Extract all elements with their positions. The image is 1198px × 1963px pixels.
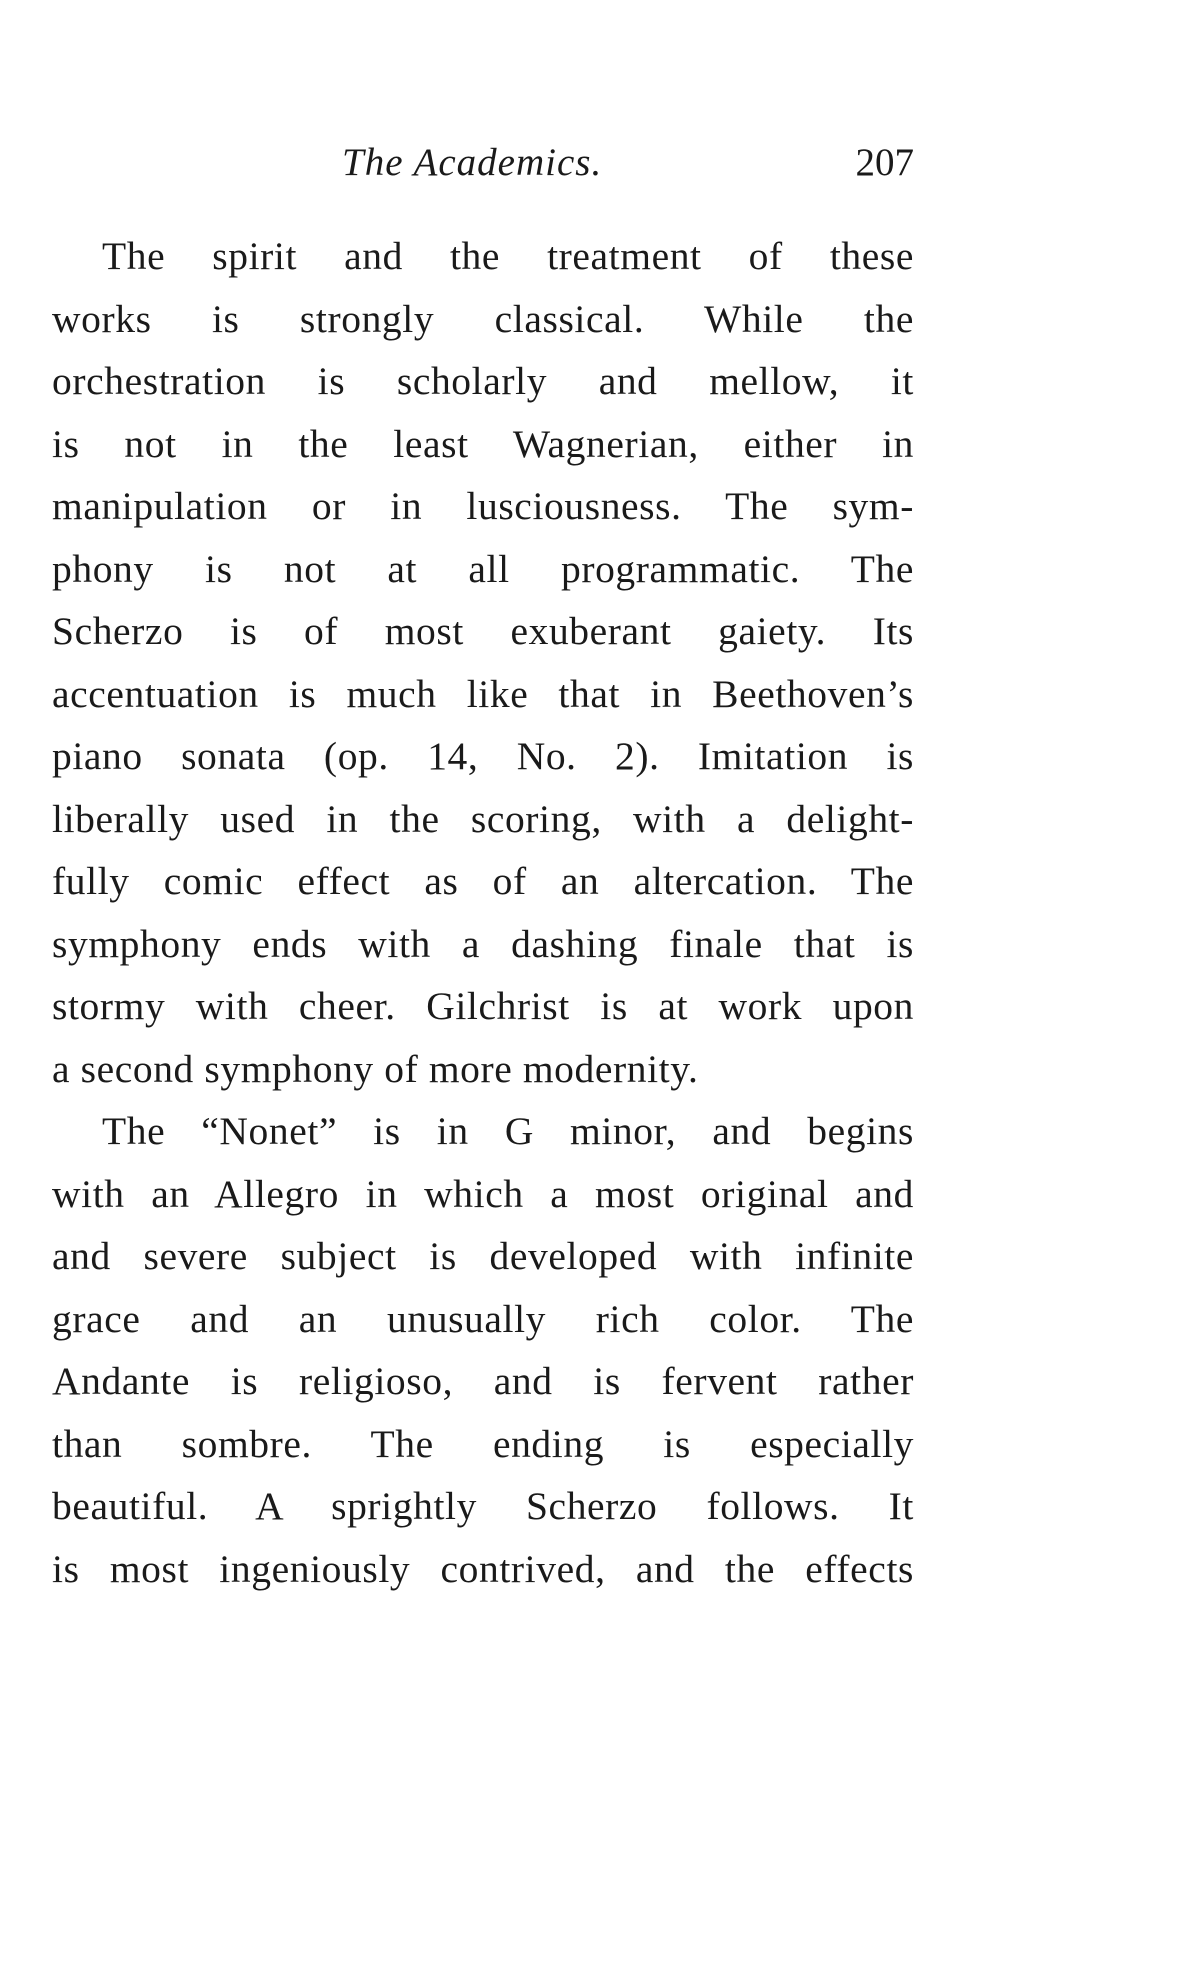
text-line: Andante is religioso, and is fervent rather (52, 1359, 914, 1403)
text-line: accentuation is much like that in Beethoven’s (52, 671, 914, 716)
text-line: and severe subject is developed with infinite (52, 1234, 914, 1278)
text-line: than sombre. The ending is especially (52, 1421, 914, 1466)
text-line: works is strongly classical. While the (52, 296, 914, 341)
text-line: beautiful. A sprightly Scherzo follows. It (52, 1484, 914, 1528)
text-line: liberally used in the scoring, with a delight- (52, 796, 914, 841)
text-line: is most ingeniously contrived, and the effects (52, 1546, 914, 1591)
text-line: symphony ends with a dashing finale that is (52, 921, 914, 966)
text-line: fully comic effect as of an altercation. The (52, 859, 914, 903)
text-line: grace and an unusually rich color. The (52, 1296, 914, 1341)
paragraph-symphony (52, 225, 914, 1100)
paragraph-nonet (52, 1100, 914, 1600)
text-line: piano sonata (op. 14, No. 2). Imitation is (52, 734, 914, 778)
text-line: is not in the least Wagnerian, either in (52, 421, 914, 466)
text-line: Scherzo is of most exuberant gaiety. Its (52, 609, 914, 653)
page-number: 207 (855, 141, 914, 184)
text-line: The spirit and the treatment of these (102, 234, 914, 278)
text-line: manipulation or in lusciousness. The sym- (52, 484, 914, 528)
text-line: stormy with cheer. Gilchrist is at work upon (52, 984, 914, 1028)
text-line: a second symphony of more modernity. (52, 1046, 699, 1091)
text-line: orchestration is scholarly and mellow, it (52, 359, 914, 403)
running-title: The Academics. (342, 141, 603, 184)
running-head (52, 138, 914, 188)
text-line: with an Allegro in which a most original and (52, 1171, 914, 1216)
text-line: The “Nonet” is in G minor, and begins (102, 1109, 914, 1153)
text-line: phony is not at all programmatic. The (52, 546, 914, 591)
